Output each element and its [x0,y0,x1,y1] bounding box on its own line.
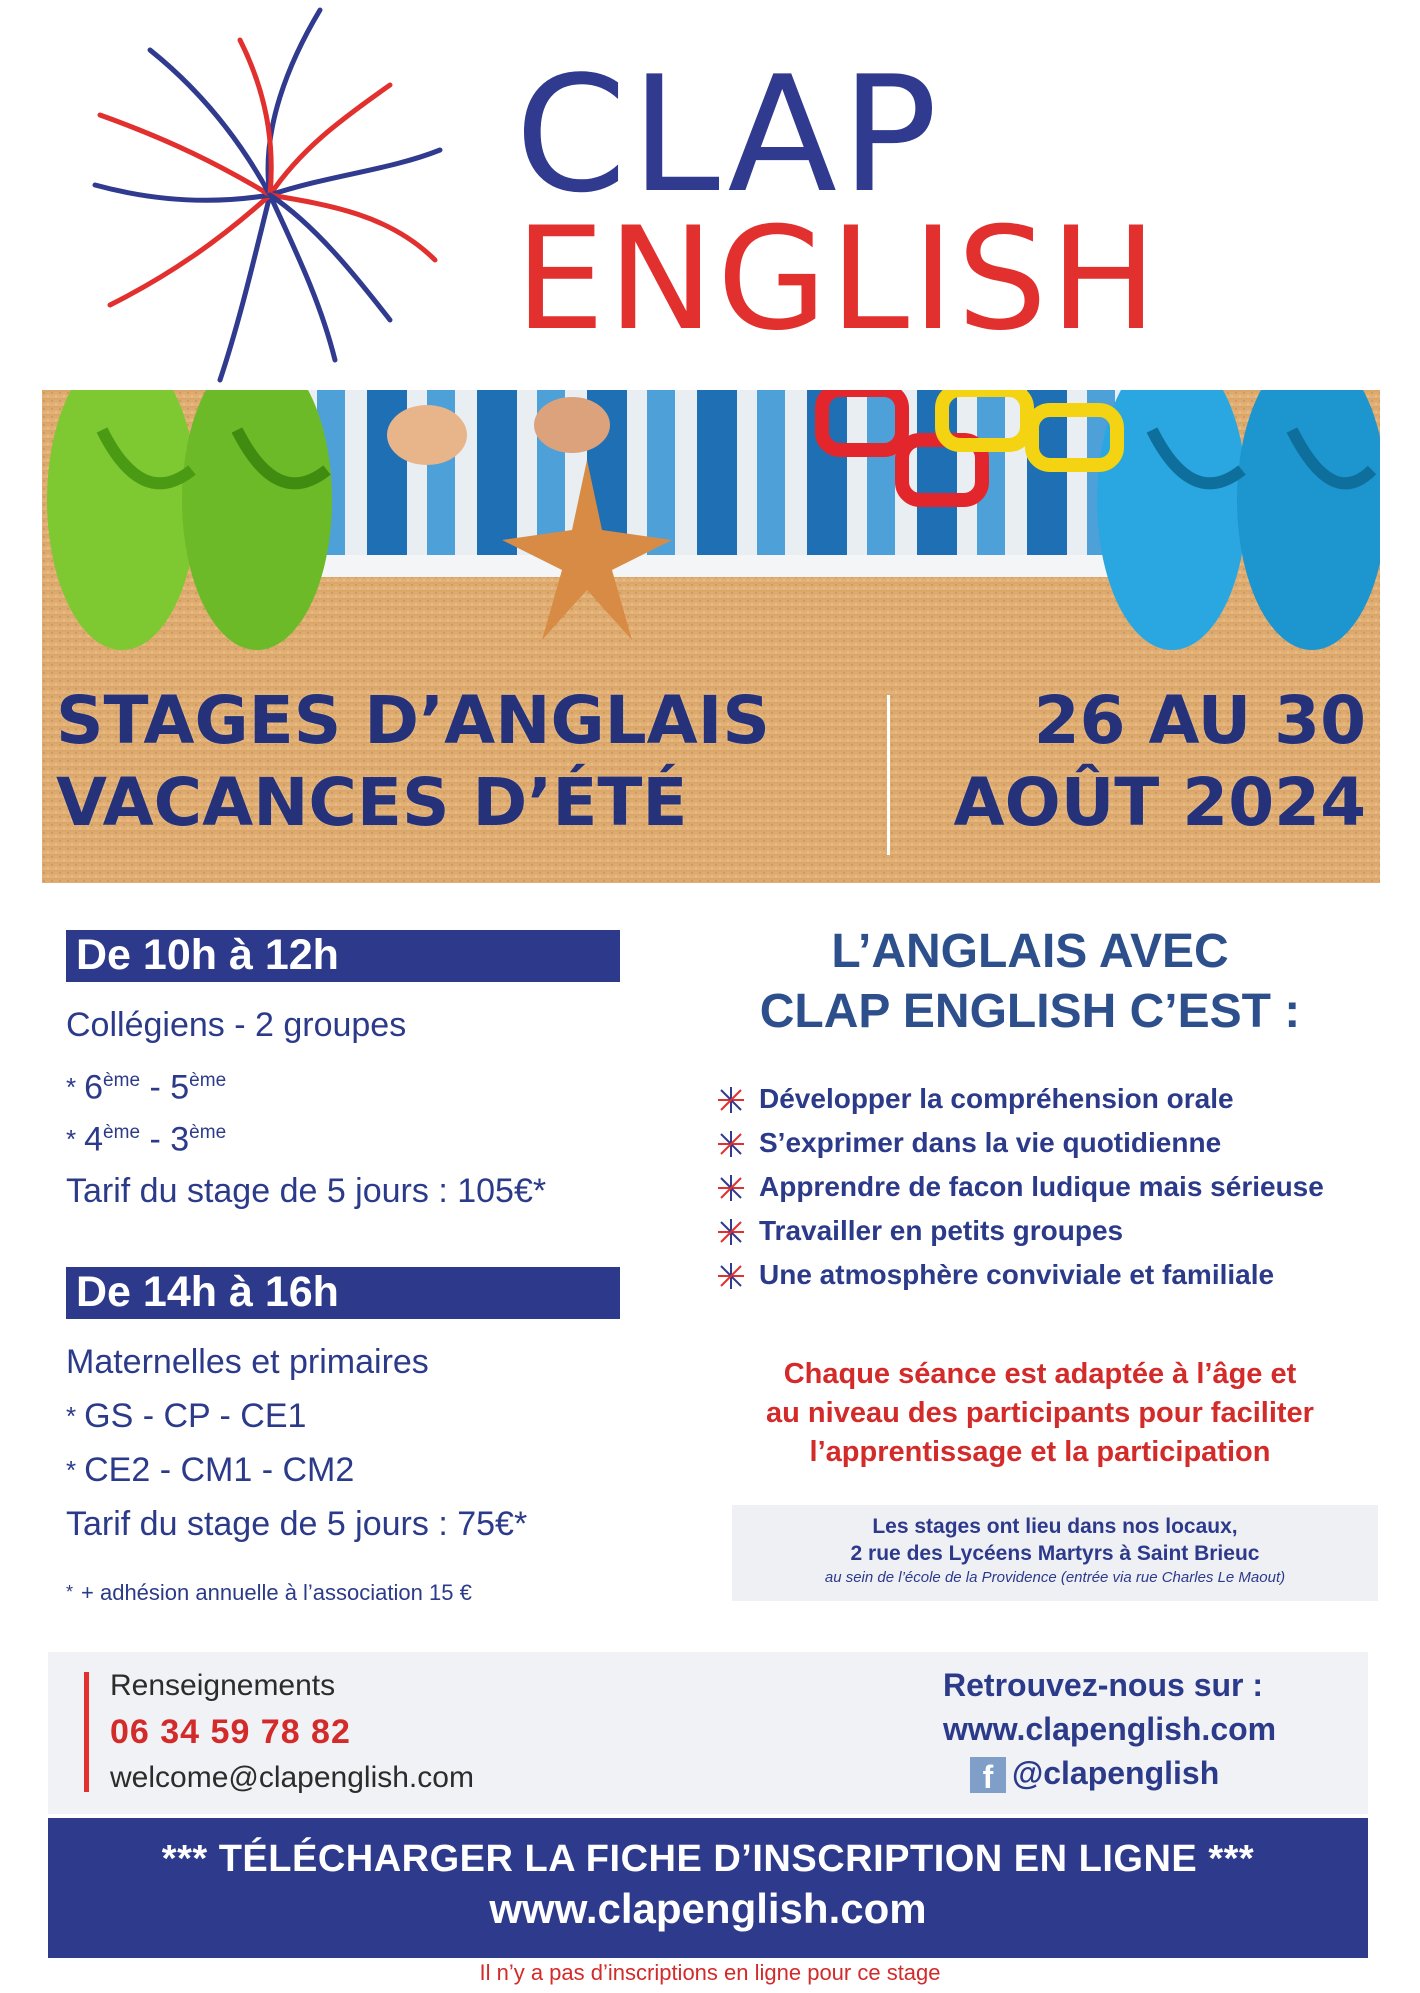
feature-item: S’exprimer dans la vie quotidienne [717,1126,1221,1160]
banner-stages-title [56,680,770,844]
online-registration-note: Il n’y a pas d’inscriptions en ligne pour ce stage [479,1960,941,1985]
afternoon-group-2: * CE2 - CM1 - CM2 [66,1451,355,1489]
banner-title-line1: STAGES D’ANGLAIS [56,682,770,759]
contact-accent-bar [84,1672,89,1792]
starburst-bullet-icon [717,1086,745,1114]
download-form-cta[interactable]: *** TÉLÉCHARGER LA FICHE D’INSCRIPTION EN LIGNE *** [161,1838,1255,1880]
morning-group-2: * 4ème - 3ème [66,1120,227,1159]
afternoon-time-header: De 14h à 16h [66,1267,620,1319]
bullet-star: * [66,1401,77,1431]
location-line1: Les stages ont lieu dans nos locaux, [872,1515,1238,1538]
logo-starburst [90,0,450,390]
feature-item: Travailler en petits groupes [717,1214,1123,1248]
bullet-star: * [66,1124,77,1155]
afternoon-price: Tarif du stage de 5 jours : 75€* [66,1505,528,1543]
location-address: 2 rue des Lycéens Martyrs à Saint Brieuc [850,1542,1260,1565]
brand-title-clap: CLAP [515,41,942,228]
feature-item: Apprendre de facon ludique mais sérieuse [717,1170,1324,1204]
location-detail: au sein de l’école de la Providence (entrée via rue Charles Le Maout) [824,1569,1286,1586]
banner-dates [954,680,1366,844]
website-link[interactable]: www.clapenglish.com [943,1711,1277,1747]
afternoon-audience: Maternelles et primaires [66,1343,429,1381]
contact-phone[interactable]: 06 34 59 78 82 [110,1713,351,1751]
membership-footnote: * + adhésion annuelle à l’association 15 € [66,1580,472,1605]
footer-website-link[interactable]: www.clapenglish.com [489,1885,927,1932]
contact-label: Renseignements [110,1669,336,1702]
adaptation-note: Chaque séance est adaptée à l’âge et au niveau des participants pour faciliter l’apprentissage et la participation [766,1358,1314,1468]
starburst-bullet-icon [717,1262,745,1290]
starburst-bullet-icon [717,1130,745,1158]
bullet-star: * [66,1072,77,1103]
morning-time-header: De 10h à 12h [66,930,620,982]
banner-dates-line2: AOÛT 2024 [953,764,1366,841]
afternoon-group-1: * GS - CP - CE1 [66,1397,307,1435]
morning-audience: Collégiens - 2 groupes [66,1006,407,1044]
features-heading-line2: CLAP ENGLISH C’EST : [759,985,1301,1038]
facebook-link[interactable]: f @clapenglish [970,1754,1219,1793]
banner-dates-line1: 26 AU 30 [1033,682,1366,759]
facebook-icon: f [970,1757,1006,1793]
features-heading-line1: L’ANGLAIS AVEC [831,925,1229,978]
starburst-bullet-icon [717,1174,745,1202]
features-heading [680,922,1380,1042]
contact-email[interactable]: welcome@clapenglish.com [110,1761,474,1794]
banner-divider [887,695,890,855]
registration-banner[interactable] [48,1818,1368,1958]
morning-price: Tarif du stage de 5 jours : 105€* [66,1172,547,1210]
starburst-bullet-icon [717,1218,745,1246]
feature-item: Développer la compréhension orale [717,1082,1234,1116]
brand-title-english: ENGLISH [515,197,1160,362]
contact-section [48,1652,1368,1814]
morning-group-1: * 6ème - 5ème [66,1068,227,1107]
bullet-star: * [66,1455,77,1485]
banner-title-line2: VACANCES D’ÉTÉ [56,764,688,841]
feature-item: Une atmosphère conviviale et familiale [717,1258,1274,1292]
find-us-label: Retrouvez-nous sur : [943,1667,1264,1703]
summer-banner [42,390,1380,883]
location-info [732,1505,1378,1601]
